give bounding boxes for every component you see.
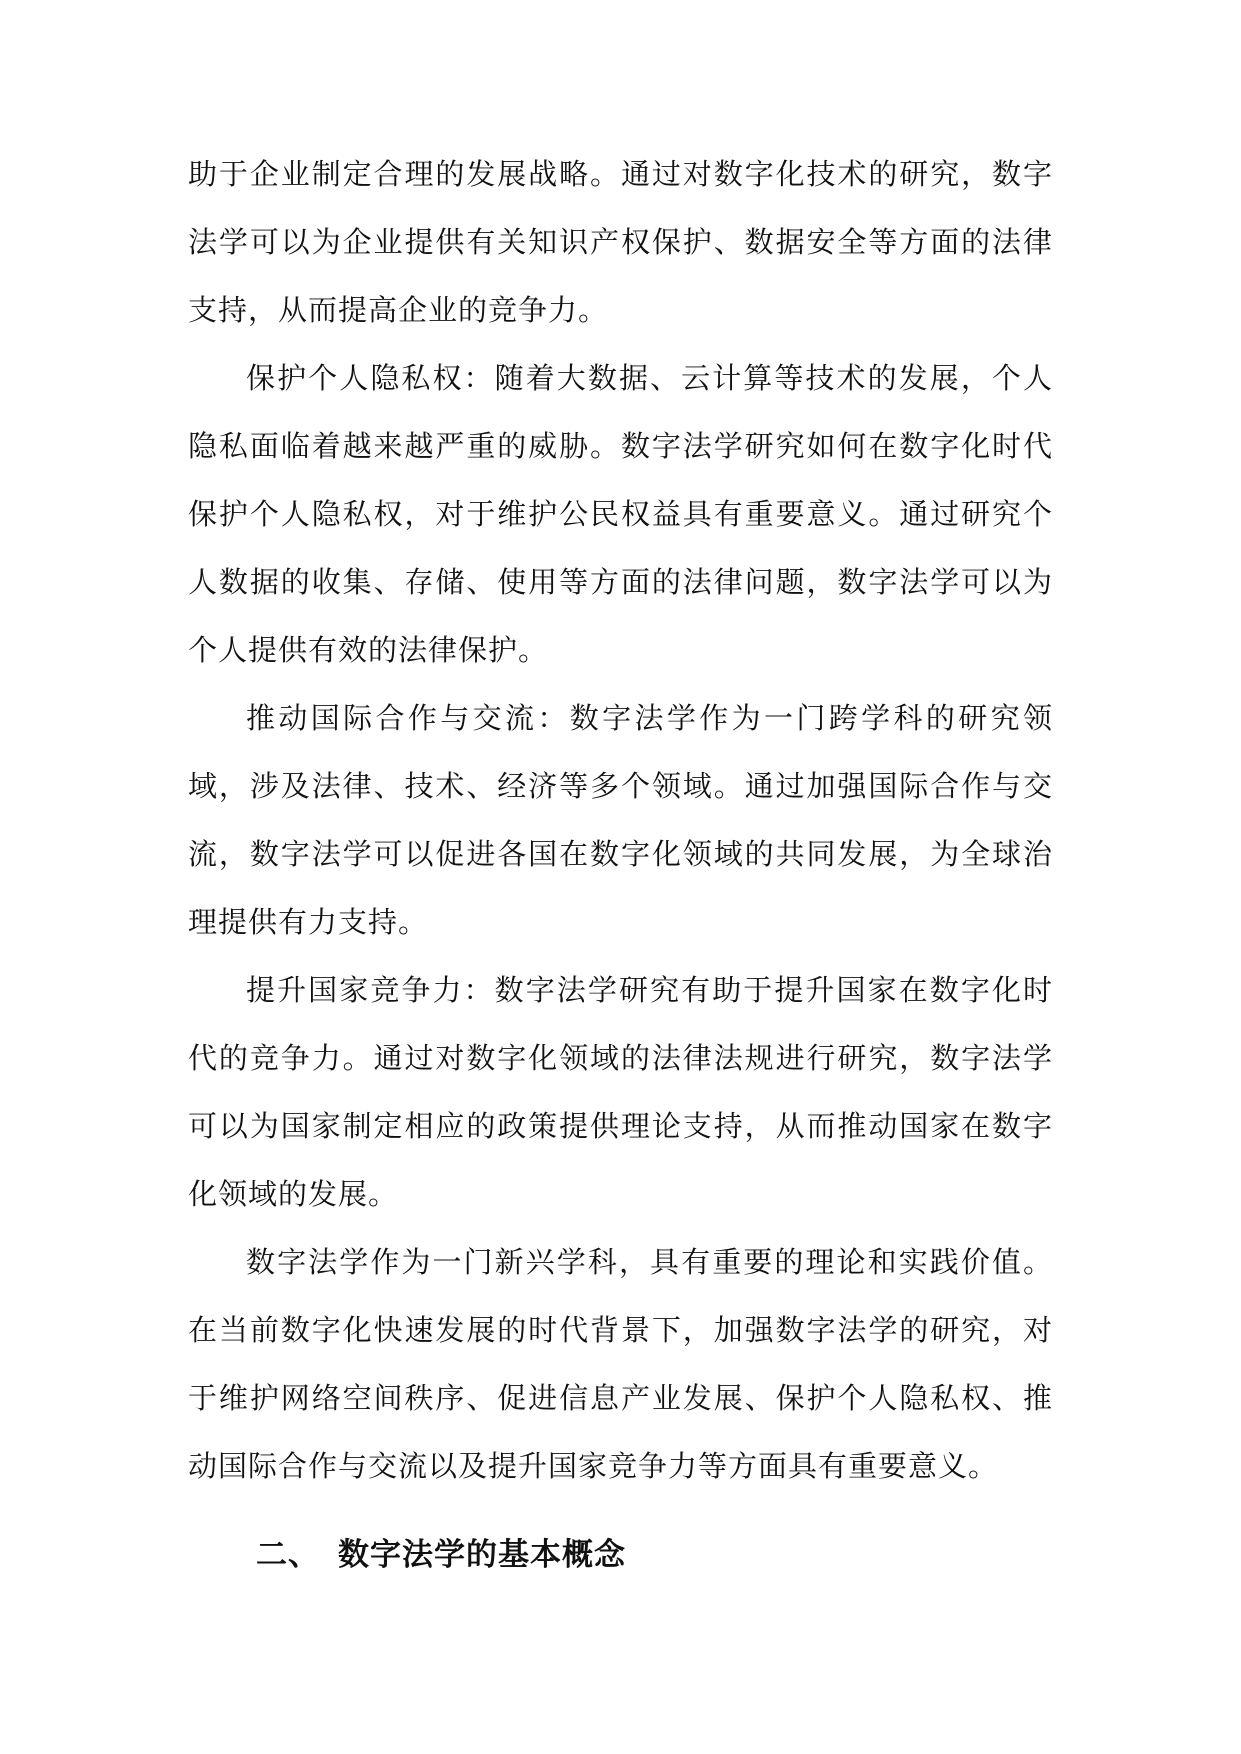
document-body xyxy=(188,140,1053,1500)
section-title: 数字法学的基本概念 xyxy=(338,1537,626,1573)
paragraph-privacy-protection: 保护个人隐私权：随着大数据、云计算等技术的发展，个人隐私面临着越来越严重的威胁。数字法学研究如何在数字化时代保护个人隐私权，对于维护公民权益具有重要意义。通过研究个人数据的收集、存储、使用等方面的法律问题，数字法学可以为个人提供有效的法律保护。 xyxy=(188,361,1053,667)
section-heading xyxy=(256,1530,626,1580)
paragraph-international-cooperation: 推动国际合作与交流：数字法学作为一门跨学科的研究领域，涉及法律、技术、经济等多个领域。通过加强国际合作与交流，数字法学可以促进各国在数字化领域的共同发展，为全球治理提供有力支持。 xyxy=(188,701,1053,939)
paragraph-national-competitiveness: 提升国家竞争力：数字法学研究有助于提升国家在数字化时代的竞争力。通过对数字化领域的法律法规进行研究，数字法学可以为国家制定相应的政策提供理论支持，从而推动国家在数字化领域的发展。 xyxy=(188,973,1053,1211)
paragraph-summary: 数字法学作为一门新兴学科，具有重要的理论和实践价值。在当前数字化快速发展的时代背景下，加强数字法学的研究，对于维护网络空间秩序、促进信息产业发展、保护个人隐私权、推动国际合作与交流以及提升国家竞争力等方面具有重要意义。 xyxy=(188,1245,1053,1483)
paragraph-enterprise-support: 助于企业制定合理的发展战略。通过对数字化技术的研究，数字法学可以为企业提供有关知识产权保护、数据安全等方面的法律支持，从而提高企业的竞争力。 xyxy=(188,157,1053,327)
section-number: 二、 xyxy=(256,1537,320,1573)
